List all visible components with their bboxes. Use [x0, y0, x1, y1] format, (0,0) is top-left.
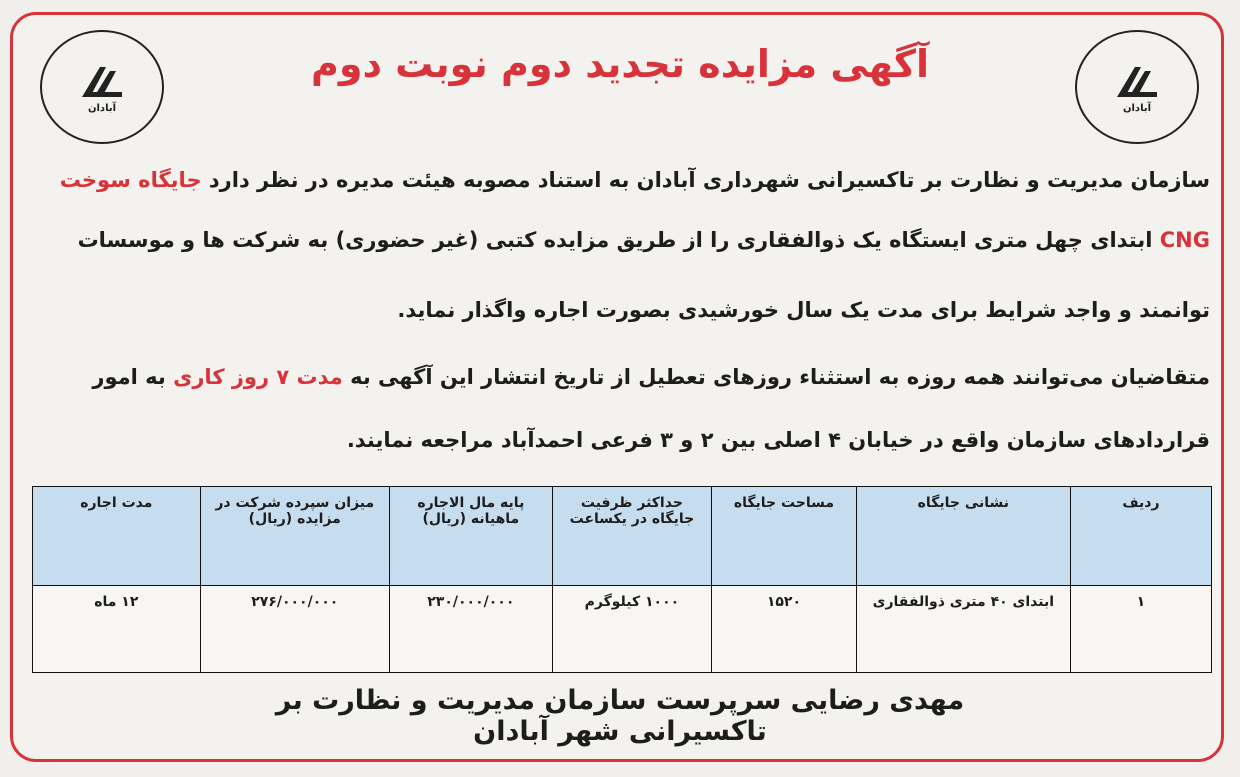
body-line-2-text: ابتدای چهل متری ایستگاه یک ذوالفقاری را از طریق مزایده کتبی (غیر حضوری) به شرکت ها و موسسات — [77, 228, 1153, 252]
cell-station-area: ۱۵۲۰ — [712, 586, 857, 673]
body-line-5-text: قراردادهای سازمان واقع در خیابان ۴ اصلی بین ۲ و ۳ فرعی احمدآباد مراجعه نمایند. — [346, 428, 1210, 452]
fuel-station-highlight: جایگاه سوخت — [59, 168, 202, 192]
notice-title: آگهی مزایده تجدید دوم نوبت دوم — [310, 42, 929, 86]
logo-mark-icon — [1113, 61, 1161, 101]
auction-table — [32, 486, 1212, 673]
organization-logo-left — [40, 30, 164, 144]
header-deposit: میزان سپرده شرکت در مزایده (ریال) — [200, 487, 389, 586]
header-lease-duration: مدت اجاره — [33, 487, 201, 586]
body-line-5 — [30, 428, 1210, 453]
body-line-4 — [30, 365, 1210, 390]
body-line-1 — [30, 168, 1210, 193]
table-row — [33, 586, 1212, 673]
body-line-4-text-b: به امور — [92, 365, 166, 389]
table-header-row — [33, 487, 1212, 586]
cell-row-number: ۱ — [1070, 586, 1211, 673]
body-line-1-text: سازمان مدیریت و نظارت بر تاکسیرانی شهرداری آبادان به استناد مصوبه هیئت مدیره در نظر دارد — [208, 168, 1210, 192]
header-station-area: مساحت جایگاه — [712, 487, 857, 586]
header-max-capacity: حداکثر ظرفیت جایگاه در یکساعت — [552, 487, 711, 586]
cell-deposit: ۲۷۶/۰۰۰/۰۰۰ — [200, 586, 389, 673]
cng-highlight: CNG — [1159, 228, 1210, 252]
header-station-address: نشانی جایگاه — [856, 487, 1070, 586]
cell-lease-duration: ۱۲ ماه — [33, 586, 201, 673]
organization-logo-right — [1075, 30, 1199, 144]
body-line-3 — [30, 298, 1210, 323]
cell-monthly-rent: ۲۳۰/۰۰۰/۰۰۰ — [389, 586, 552, 673]
logo-name: آبادان — [1122, 102, 1152, 114]
signature-line: مهدی رضایی سرپرست سازمان مدیریت و نظارت بر تاکسیرانی شهر آبادان — [275, 685, 965, 747]
deadline-highlight: مدت ۷ روز کاری — [173, 365, 343, 389]
header-monthly-rent: پایه مال الاجاره ماهیانه (ریال) — [389, 487, 552, 586]
cell-station-address: ابتدای ۴۰ متری ذوالفقاری — [856, 586, 1070, 673]
header-row-number: ردیف — [1070, 487, 1211, 586]
body-line-2 — [30, 228, 1210, 253]
logo-name: آبادان — [87, 102, 117, 114]
cell-max-capacity: ۱۰۰۰ کیلوگرم — [552, 586, 711, 673]
logo-mark-icon — [78, 61, 126, 101]
body-line-4-text-a: متقاضیان می‌توانند همه روزه به استثناء روزهای تعطیل از تاریخ انتشار این آگهی به — [350, 365, 1210, 389]
body-line-3-text: توانمند و واجد شرایط برای مدت یک سال خورشیدی بصورت اجاره واگذار نماید. — [397, 298, 1210, 322]
